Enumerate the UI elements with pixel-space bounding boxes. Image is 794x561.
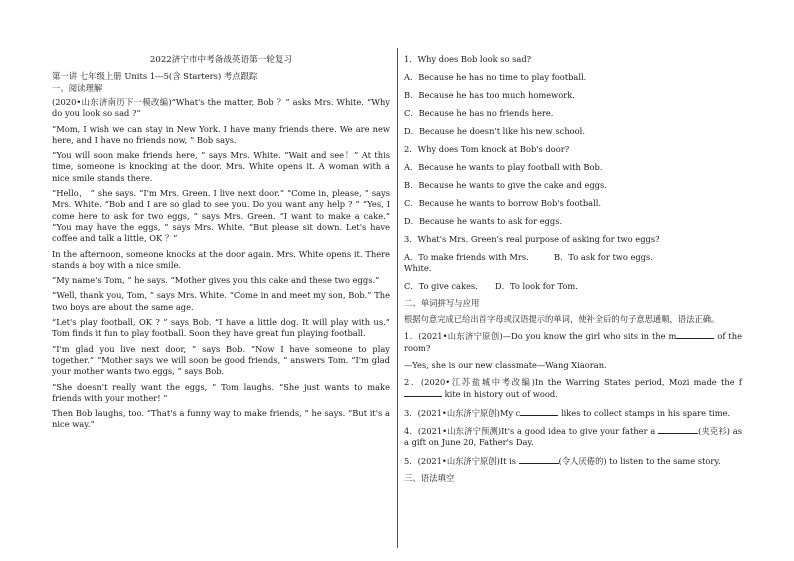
question-stem: 2．Why does Tom knock at Bob's door?: [404, 144, 570, 154]
option-row: [404, 252, 742, 274]
answer-blank[interactable]: [404, 388, 442, 397]
question-option: C．Because he wants to borrow Bob's football.: [404, 198, 602, 208]
passage-paragraph: “Well, thank you, Tom, ” says Mrs. White. “Come in and meet my son, Bob.” The two boys are about the same age.: [52, 290, 390, 312]
passage-paragraph: “She doesn't really want the eggs, ” Tom laughs. “She just wants to make friends with your mother! ”: [52, 381, 390, 403]
option-row: [404, 281, 742, 292]
section-heading-grammar: 三、语法填空: [404, 472, 455, 483]
section-heading-spelling: 二、单词拼写与应用: [404, 298, 480, 308]
passage-paragraph: “Let's play football, OK ? ” says Bob. “I have a little dog. It will play with us.” Tom finds it fun to play football. Soon they have great fun playing football.: [52, 317, 390, 339]
question-option: A．To make friends with Mrs. White.: [404, 252, 529, 273]
question-option: C．Because he has no friends here.: [404, 108, 554, 118]
passage-paragraph: “You will soon make friends here, ” says Mrs. White. “Wait and see！” At this time, someone is knocking at the door. Mrs. White opens it. A woman with a nice smile stands there.: [52, 150, 390, 183]
question-option: C．To give cakes.: [404, 281, 478, 291]
answer-blank[interactable]: [676, 330, 714, 339]
section-instructions: 根据句意完成已给出首字母或汉语提示的单词，使补全后的句子意思通顺，语法正确。: [404, 314, 720, 324]
answer-blank[interactable]: [519, 455, 559, 464]
question-stem: 1．Why does Bob look so sad?: [404, 54, 532, 64]
left-column: [52, 52, 390, 431]
question-option: B．Because he wants to give the cake and eggs.: [404, 180, 607, 190]
passage-paragraph: “My name's Tom, ” he says. “Mother gives you this cake and these two eggs.”: [52, 275, 380, 286]
page-title: 2022济宁市中考备战英语第一轮复习: [149, 55, 293, 65]
question-option: D．Because he doesn't like his new school.: [404, 126, 585, 136]
question-option: A．Because he has no time to play football.: [404, 72, 587, 82]
fill-item-answer: —Yes, she is our new classmate—Wang Xiaoran.: [404, 359, 607, 370]
fill-item: 3．(2021•山东济宁原创)My c likes to collect stamps in his spare time.: [404, 407, 731, 418]
question-option: A．Because he wants to play football with Bob.: [404, 162, 603, 172]
question-option: B．To ask for two eggs.: [554, 252, 653, 262]
fill-item: 5．(2021•山东济宁原创)It is (令人厌倦的) to listen to the same story.: [404, 455, 721, 466]
right-column: [404, 52, 742, 484]
question-option: D．To look for Tom.: [495, 281, 578, 291]
passage-paragraph: In the afternoon, someone knocks at the door again. Mrs. White opens it. There stands a boy with a nice smile.: [52, 248, 390, 270]
lecture-line: 第一讲 七年级上册 Units 1---5(含 Starters) 考点跟踪: [52, 71, 258, 81]
fill-item: 1．(2021•山东济宁原创)—Do you know the girl who sits in the m of the room?: [404, 331, 742, 353]
passage-paragraph: “Hello， ” she says. “I'm Mrs. Green. I live next door.” “Come in, please, ” says Mrs. White. “Bob and I are so glad to see you. Do you want any help ? ” “Yes, I come here to ask for two eggs, ” says Mrs. Green. “I want to make a cake.” “You may have the eggs, ” says Mrs. White. “But please sit down. Let's have coffee and talk a little, OK ？”: [52, 188, 390, 244]
section-heading-reading: 一、阅读理解: [52, 83, 103, 93]
passage-paragraph: “I'm glad you live next door, ” says Bob. “Now I have someone to play together.” “Mother says we will soon be good friends, ” answers Tom. “I'm glad your mother wants two eggs, ” says Bob.: [52, 343, 390, 377]
passage-paragraph: “Mom, I wish we can stay in New York. I have many friends there. We are new here, and I have no friends now, ” Bob says.: [52, 123, 390, 145]
fill-item: 2．(2020•江苏盐城中考改编)In the Warring States period, Mozi made the f kite in history out of wood.: [404, 377, 742, 400]
answer-blank[interactable]: [658, 425, 698, 434]
answer-blank[interactable]: [520, 407, 558, 416]
fill-item: 4．(2021•山东济宁预测)It's a good idea to give your father a (夹克衫) as a gift on June 20, Father's Day.: [404, 426, 742, 448]
column-divider: [397, 48, 398, 548]
question-option: B．Because he has too much homework.: [404, 90, 575, 100]
passage-paragraph: Then Bob laughs, too. “That's a funny way to make friends, ” he says. “But it's a nice way.”: [52, 408, 390, 430]
passage-paragraph: (2020•山东济南历下一模改编)“What's the matter, Bob ？” asks Mrs. White. “Why do you look so sad ?”: [52, 97, 390, 119]
question-stem: 3．What's Mrs. Green's real purpose of asking for two eggs?: [404, 234, 660, 244]
question-option: D．Because he wants to ask for eggs.: [404, 216, 563, 226]
